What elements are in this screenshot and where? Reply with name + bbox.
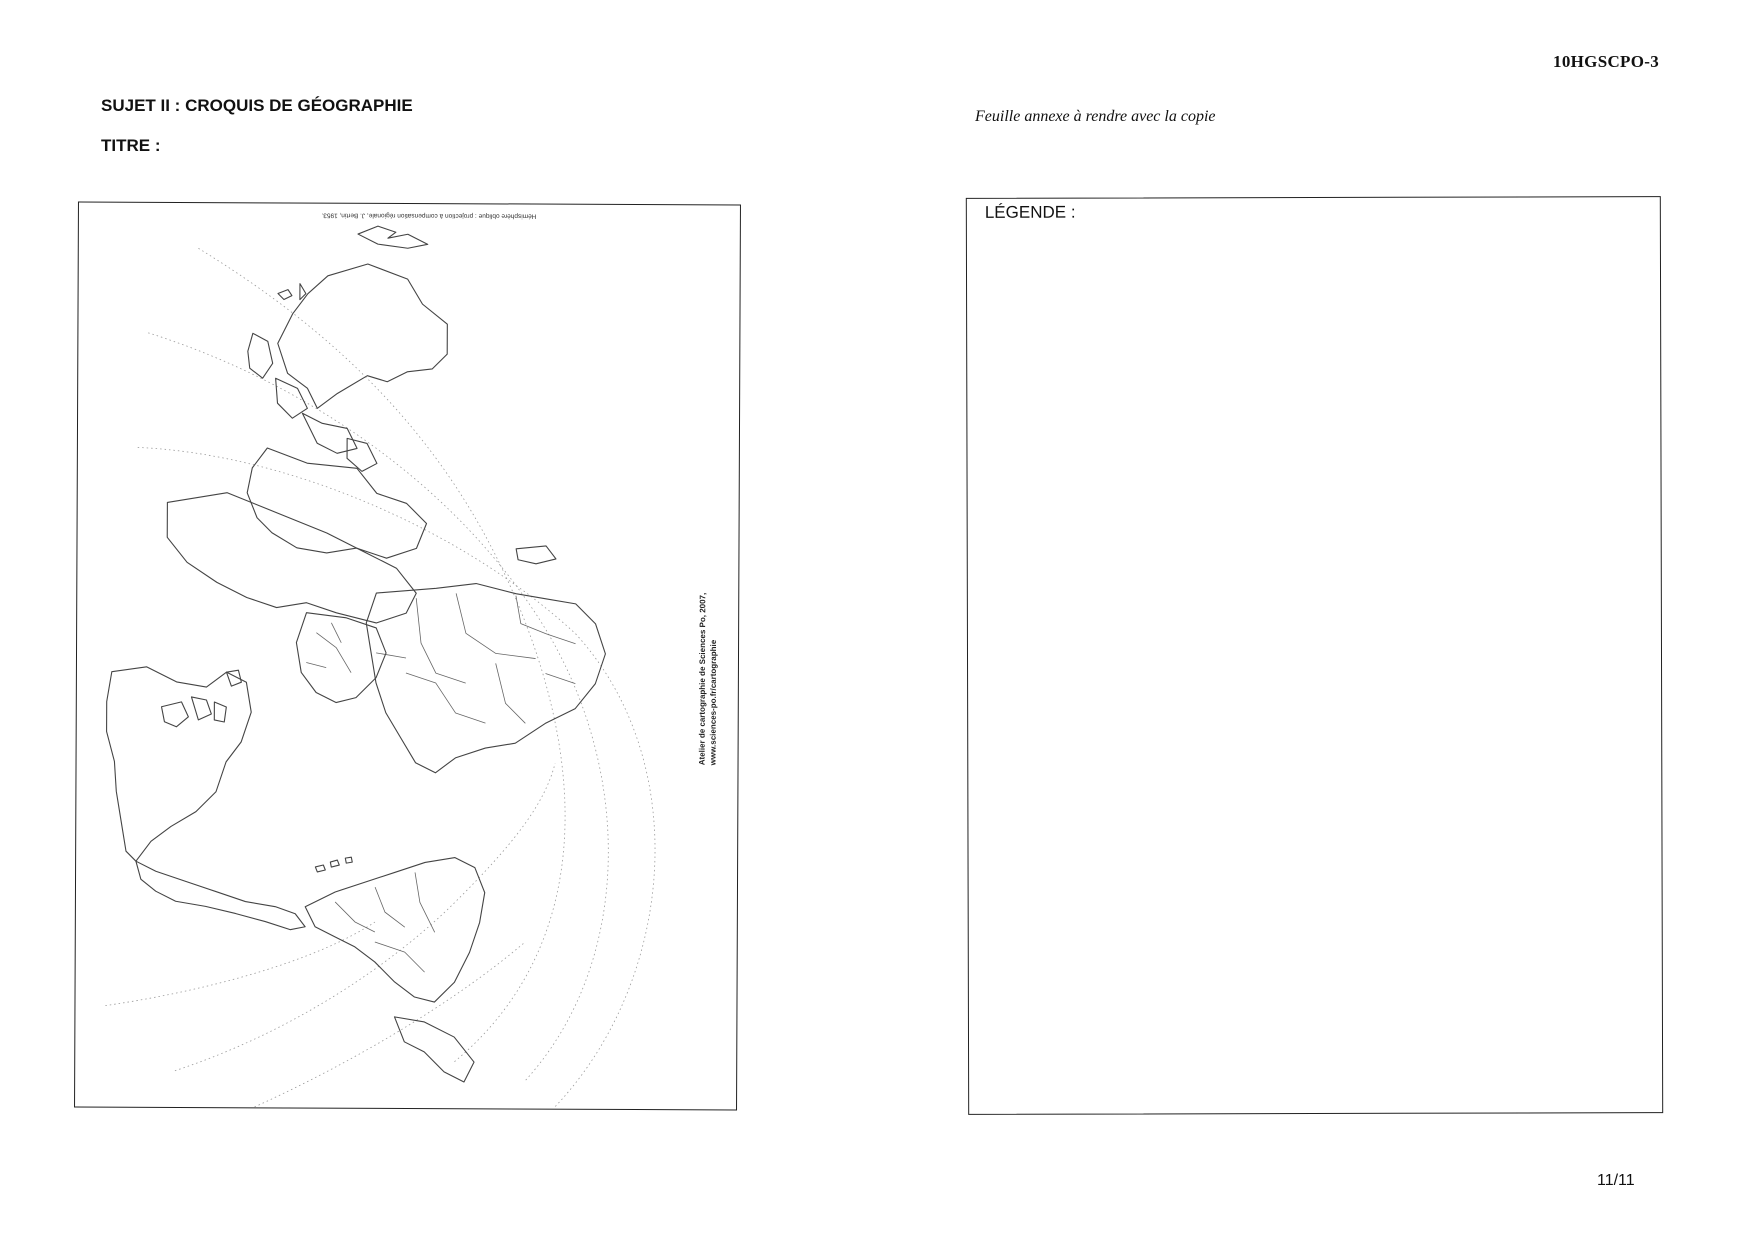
landmass-africa	[366, 583, 606, 773]
map-credit	[697, 545, 738, 765]
map-credit-line2: www.sciences-po.fr/cartographie	[708, 639, 719, 766]
europe-borders	[306, 623, 351, 673]
world-map-frame	[74, 202, 741, 1111]
subject-heading: SUJET II : CROQUIS DE GÉOGRAPHIE	[101, 96, 413, 115]
island-fragments	[247, 333, 377, 471]
landmass-eurasia-north	[277, 264, 447, 409]
annex-note: Feuille annexe à rendre avec la copie	[975, 108, 1216, 125]
projection-note: Hémisphère oblique : projection à compensation régionale, J. Bertin, 1953.	[321, 211, 537, 220]
landmass-central-america	[136, 861, 306, 930]
arctic-islands	[278, 226, 428, 300]
africa-borders	[376, 593, 576, 723]
landmass-south-america	[305, 857, 485, 1002]
landmass-asia	[247, 448, 427, 558]
document-code: 10HGSCPO-3	[1553, 52, 1659, 71]
landmass-europe	[296, 613, 386, 703]
page-number: 11/11	[1597, 1172, 1635, 1189]
title-label: TITRE :	[101, 136, 161, 155]
caribbean-islands	[315, 857, 352, 872]
legend-label: LÉGENDE :	[984, 202, 1076, 222]
map-credit-line1: Atelier de cartographie de Sciences Po, 2007,	[697, 592, 708, 766]
distance-circles	[105, 248, 658, 1109]
legend-box[interactable]	[966, 196, 1663, 1115]
arctic-canada-islands	[161, 670, 241, 727]
world-map-outline	[75, 203, 740, 1110]
island-madagascar	[516, 546, 556, 564]
landmass-north-america	[106, 667, 251, 862]
landmass-middle-east	[167, 492, 417, 623]
